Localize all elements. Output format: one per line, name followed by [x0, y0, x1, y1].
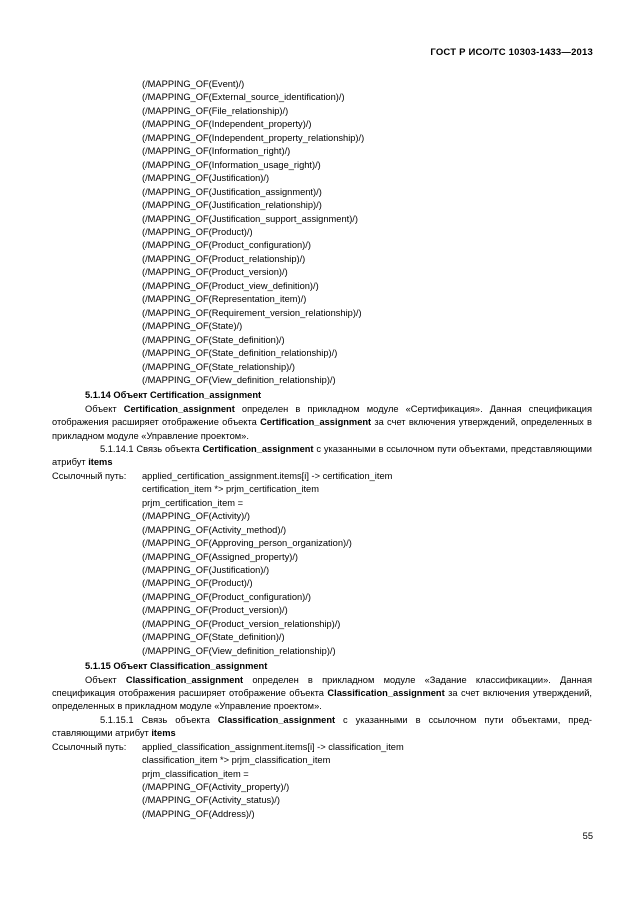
reference-path-lines-5-1-14	[52, 483, 592, 658]
reference-line: certification_item *> prjm_certification_item	[142, 484, 319, 495]
mapping-line: (/MAPPING_OF(Justification)/)	[142, 173, 270, 184]
reference-line: classification_item *> prjm_classification_item	[142, 755, 331, 766]
mapping-line: (/MAPPING_OF(Representation_item)/)	[142, 294, 307, 305]
sub-number: 5.1.14.1	[100, 444, 134, 455]
section-5-1-15-1-subheading: 5.1.15.1 Связь объекта Classification_assignment с указанными в ссылочном пути объектами, представляющими атрибут items	[52, 714, 592, 739]
section-heading-5-1-14: 5.1.14 Объект Certification_assignment	[85, 390, 262, 401]
page-content	[52, 78, 592, 821]
mapping-line: (/MAPPING_OF(Independent_property)/)	[142, 119, 312, 130]
mapping-line: (/MAPPING_OF(Product_version)/)	[142, 267, 288, 278]
reference-line: (/MAPPING_OF(Product_version)/)	[142, 605, 288, 616]
sub-number: 5.1.15.1	[100, 714, 134, 725]
reference-line: (/MAPPING_OF(Approving_person_organization)/)	[142, 538, 352, 549]
reference-line: (/MAPPING_OF(Activity)/)	[142, 511, 250, 522]
mapping-line: (/MAPPING_OF(Product_view_definition)/)	[142, 280, 319, 291]
mapping-line: (/MAPPING_OF(Product)/)	[142, 226, 253, 237]
reference-line: (/MAPPING_OF(Activity_property)/)	[142, 782, 290, 792]
mapping-line: (/MAPPING_OF(Event)/)	[142, 79, 245, 89]
reference-line: (/MAPPING_OF(Justification)/)	[142, 565, 270, 576]
mapping-line: (/MAPPING_OF(External_source_identification)/)	[142, 92, 345, 103]
page-number: 55	[582, 831, 593, 841]
reference-line: (/MAPPING_OF(State_definition)/)	[142, 632, 285, 643]
page-header: ГОСТ Р ИСО/ТС 10303-1433—2013	[430, 47, 593, 58]
reference-line: prjm_certification_item =	[142, 497, 244, 508]
reference-line: (/MAPPING_OF(Product)/)	[142, 578, 253, 589]
mapping-line: (/MAPPING_OF(State_definition_relationship)/)	[142, 348, 338, 359]
reference-line: prjm_classification_item =	[142, 768, 249, 779]
mapping-line: (/MAPPING_OF(Justification_relationship)/)	[142, 200, 322, 211]
reference-line: (/MAPPING_OF(Product_version_relationship)/)	[142, 618, 341, 629]
mapping-line: (/MAPPING_OF(Requirement_version_relationship)/)	[142, 307, 362, 318]
section-5-1-14-1-subheading: 5.1.14.1 Связь объекта Certification_assignment с указанными в ссылочном пути объектами, представляющими атрибут items	[52, 444, 592, 468]
mapping-line: (/MAPPING_OF(State_relationship)/)	[142, 361, 295, 372]
reference-path-label: Ссылочный путь:	[52, 470, 127, 481]
mapping-line: (/MAPPING_OF(Justification_assignment)/)	[142, 186, 322, 197]
reference-path-row	[52, 470, 592, 483]
reference-path-value: applied_classification_assignment.items[i] -> classification_item	[142, 741, 404, 752]
mapping-line: (/MAPPING_OF(Independent_property_relationship)/)	[142, 132, 365, 143]
mapping-line: (/MAPPING_OF(Product_configuration)/)	[142, 240, 311, 251]
reference-path-label: Ссылочный путь:	[52, 741, 127, 752]
reference-path-row	[52, 741, 592, 754]
reference-line: (/MAPPING_OF(Activity_status)/)	[142, 795, 280, 806]
reference-line: (/MAPPING_OF(Address)/)	[142, 808, 255, 819]
reference-line: (/MAPPING_OF(Product_configuration)/)	[142, 591, 311, 602]
reference-path-lines-5-1-15	[52, 754, 592, 821]
mapping-line: (/MAPPING_OF(State)/)	[142, 321, 243, 332]
section-5-1-15-paragraph: Объект Classification_assignment определен в прикладном модуле «Задание классификации». Данная спецификация отображения расширяет отображение объекта Classification_assignment за счет включения утверждений, определенных в прикладном модуле «Управление проектом».	[52, 674, 593, 712]
section-heading-5-1-15: 5.1.15 Объект Classification_assignment	[85, 661, 268, 672]
reference-line: (/MAPPING_OF(Assigned_property)/)	[142, 551, 299, 562]
mapping-line: (/MAPPING_OF(File_relationship)/)	[142, 105, 289, 116]
reference-path-value: applied_certification_assignment.items[i] -> certification_item	[142, 470, 393, 481]
mapping-line: (/MAPPING_OF(State_definition)/)	[142, 334, 285, 345]
mapping-list-top	[52, 78, 592, 387]
mapping-line: (/MAPPING_OF(Information_usage_right)/)	[142, 159, 321, 170]
mapping-line: (/MAPPING_OF(Product_relationship)/)	[142, 253, 306, 264]
reference-line: (/MAPPING_OF(Activity_method)/)	[142, 524, 287, 535]
mapping-line: (/MAPPING_OF(Information_right)/)	[142, 146, 291, 157]
reference-line: (/MAPPING_OF(View_definition_relationship)/)	[142, 645, 336, 656]
mapping-line: (/MAPPING_OF(Justification_support_assignment)/)	[142, 213, 358, 224]
section-5-1-14-paragraph: Объект Certification_assignment определен в прикладном модуле «Сертификация». Данная спецификация отображения расширяет отображение объекта Certification_assignment за счет включения утверждений, определенных в прикладном модуле «Управление проектом».	[52, 403, 592, 441]
mapping-line: (/MAPPING_OF(View_definition_relationship)/)	[142, 374, 336, 385]
